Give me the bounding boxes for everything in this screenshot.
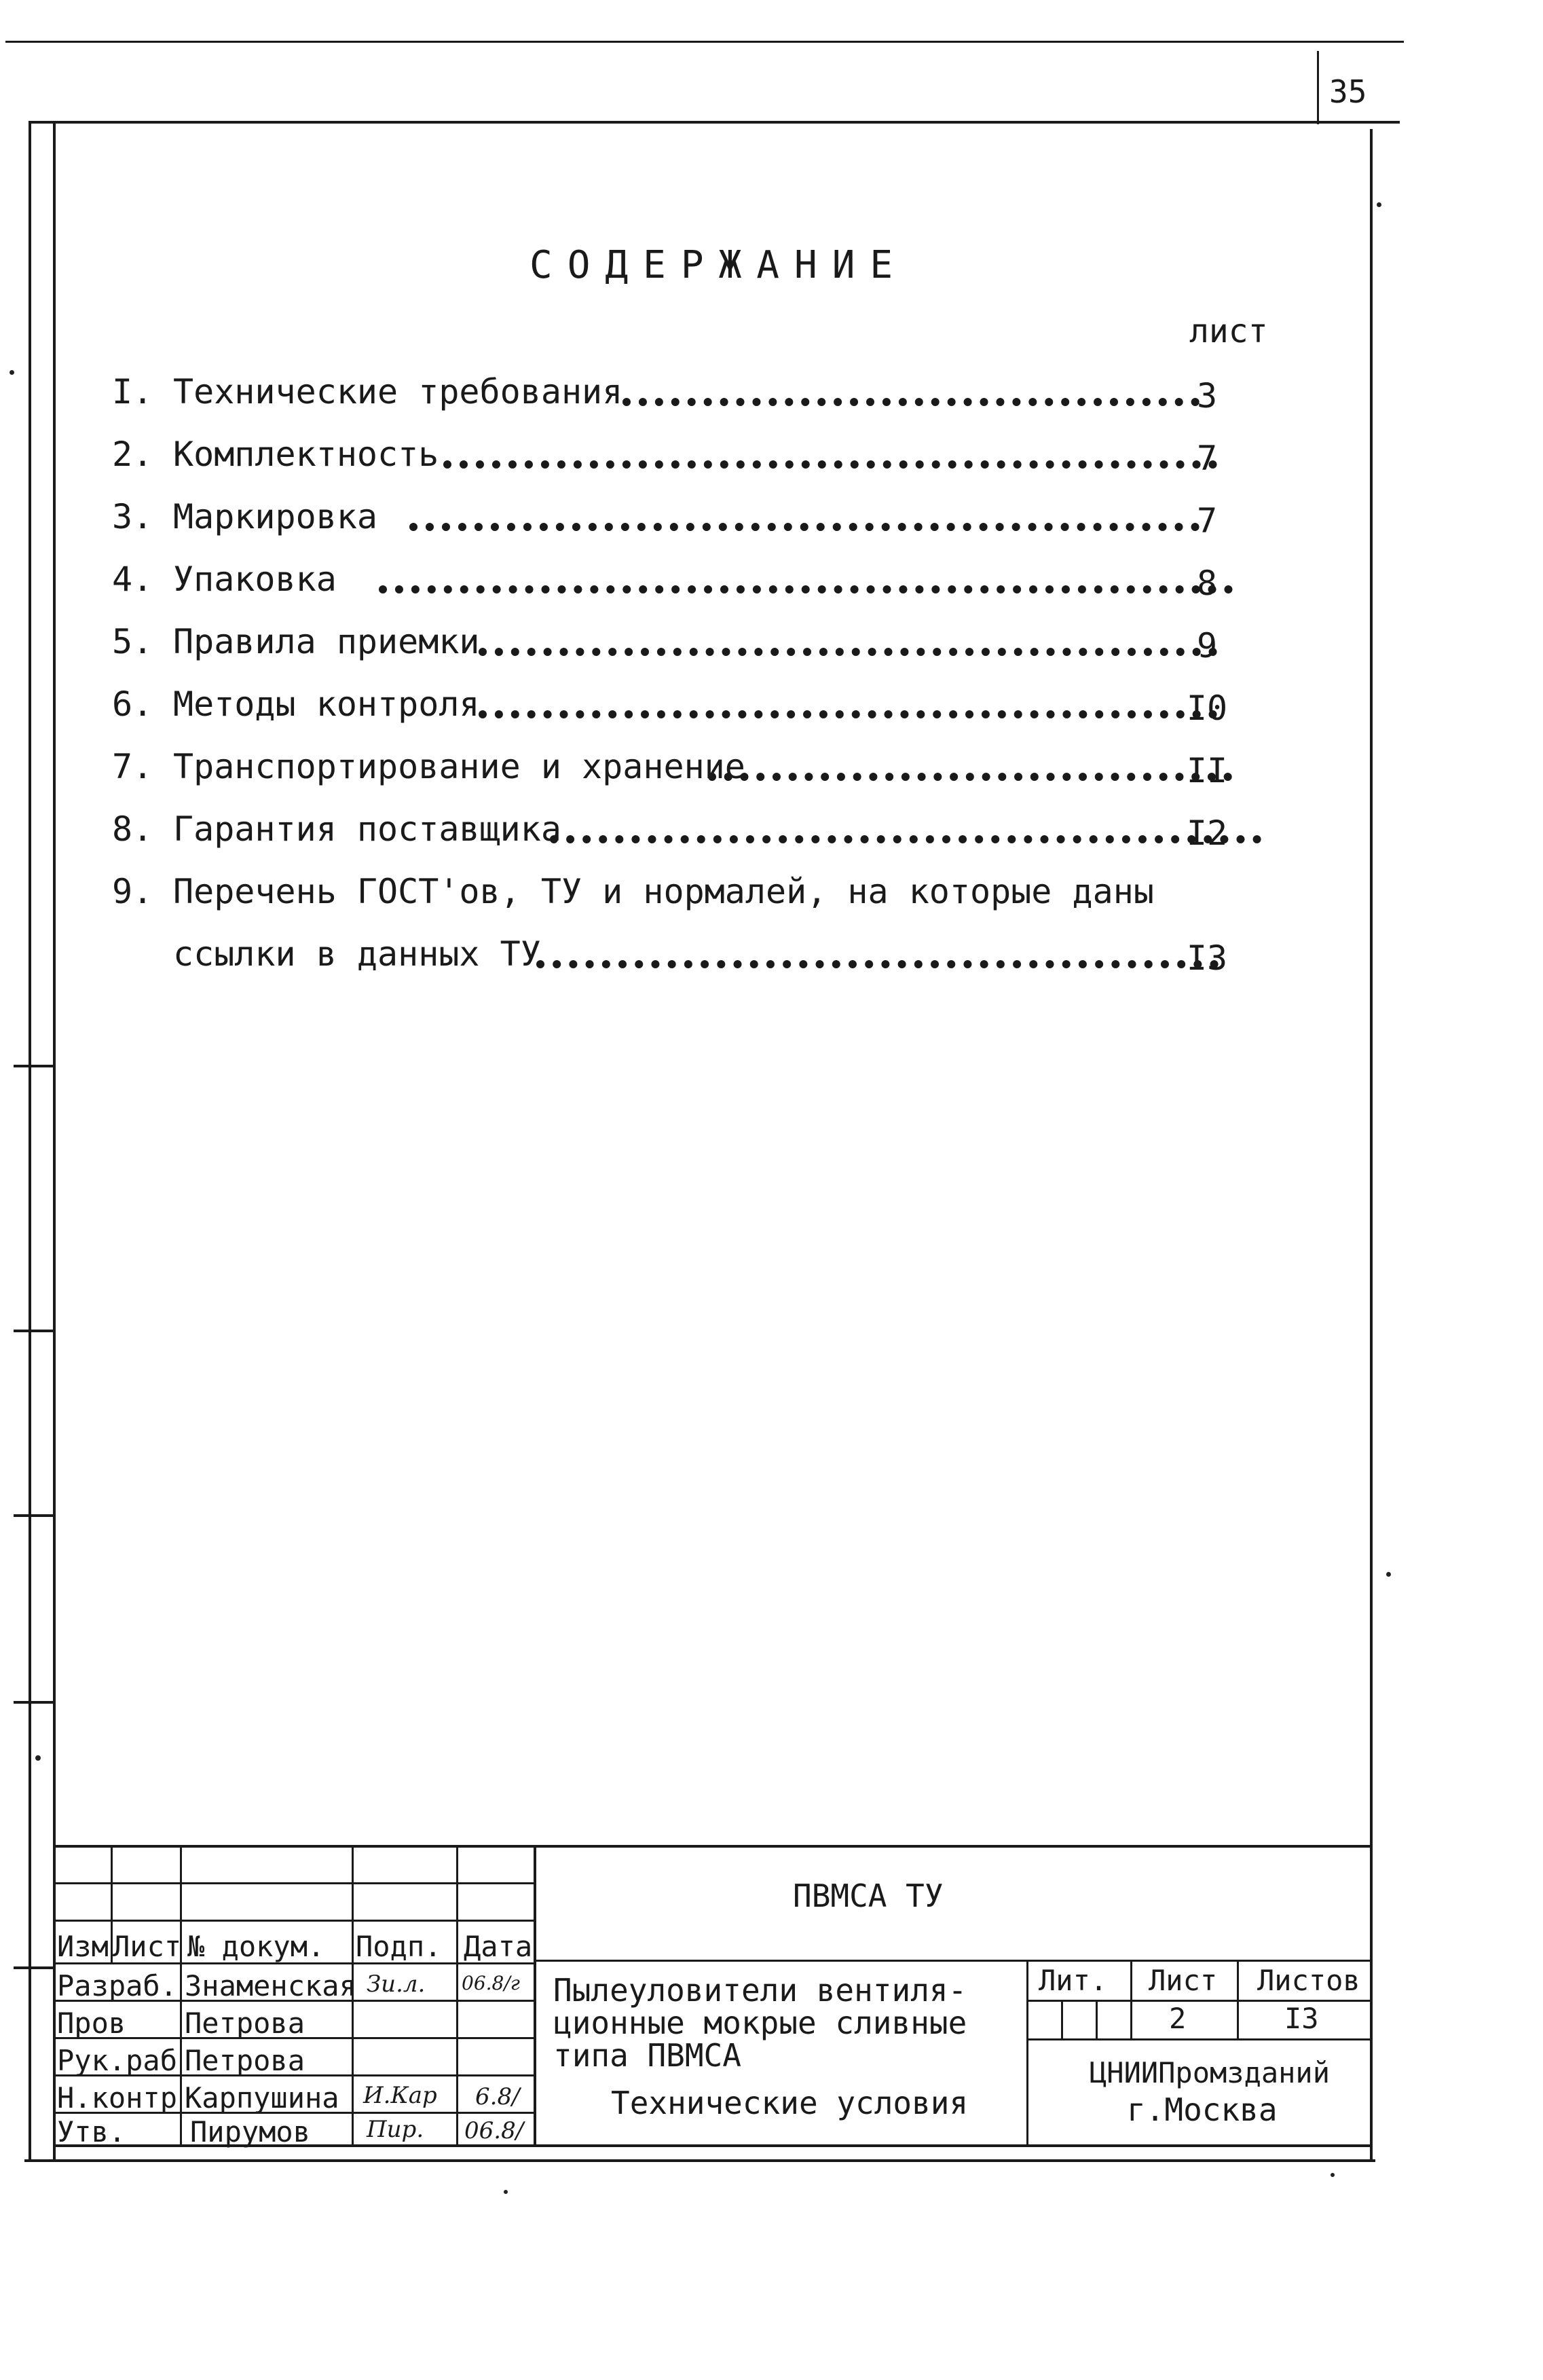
toc-item-label: ссылки в данных ТУ: [173, 934, 541, 974]
signature: И.Кар: [363, 2082, 437, 2109]
sheet-number: 35: [1329, 73, 1367, 110]
person-name: Петрова: [185, 2007, 305, 2040]
toc-item-4: [112, 560, 1293, 608]
sign-date: 06.8/: [464, 2117, 524, 2144]
person-name: Петрова: [185, 2044, 305, 2077]
leader-dots: [708, 759, 1232, 781]
toc-item-page: I0: [1186, 689, 1228, 728]
leader-dots: [479, 697, 1217, 718]
toc-item-label: Упаковка: [173, 560, 337, 599]
header-sign: Подп.: [356, 1930, 442, 1963]
toc-item-label: Перечень ГОСТ'ов, ТУ и нормалей, на которые даны: [173, 872, 1154, 911]
toc-item-page: 7: [1196, 439, 1218, 478]
header-izm: Изм: [57, 1930, 109, 1963]
toc-item-number: 5.: [112, 622, 153, 661]
toc-item-number: 4.: [112, 560, 153, 599]
toc-item-number: 3.: [112, 497, 153, 536]
signature: Пир.: [367, 2116, 424, 2143]
toc-item-7: [112, 747, 1293, 796]
toc-item-page: 9: [1196, 626, 1218, 665]
toc-item-label: Правила приемки: [173, 622, 480, 661]
scan-speck: [1377, 202, 1381, 207]
toc-item-number: 7.: [112, 747, 153, 786]
grid-line: [54, 1920, 534, 1922]
grid-line: [54, 1882, 534, 1884]
grid-line: [1130, 1960, 1132, 2040]
sheets-label: Листов: [1257, 1964, 1360, 1997]
grid-line: [1026, 2038, 1373, 2040]
grid-line: [1026, 2000, 1373, 2002]
sheet-value: 2: [1169, 2002, 1187, 2035]
toc-item-page: 8: [1196, 564, 1218, 603]
leader-dots: [379, 572, 1233, 593]
product-title-line: Пылеуловители вентиля-: [553, 1972, 967, 2009]
grid-line: [1096, 2000, 1098, 2040]
scan-speck: [504, 2190, 508, 2194]
toc-item-5: [112, 622, 1293, 671]
product-title-line: ционные мокрые сливные: [553, 2004, 967, 2041]
toc-item-page: I3: [1186, 938, 1228, 978]
toc-item-page: 3: [1196, 376, 1218, 416]
toc-item-page: I2: [1186, 813, 1228, 853]
title-block-right-line: [1370, 1845, 1373, 2147]
top-edge-line: [5, 41, 1404, 43]
toc-item-9: [112, 872, 1293, 921]
scan-speck: [1386, 1572, 1391, 1577]
frame-top-line: [29, 121, 1400, 124]
toc-item-8: [112, 809, 1293, 858]
organization: ЦНИИПромзданий: [1090, 2056, 1331, 2089]
grid-line: [1026, 1960, 1028, 2147]
title-block-top-line: [54, 1845, 1373, 1848]
sheet-label: Лист: [1149, 1964, 1218, 1997]
toc-item-label: Маркировка: [173, 497, 378, 536]
scan-speck: [35, 1755, 41, 1761]
header-doc-no: № докум.: [187, 1930, 325, 1963]
leader-dots: [409, 509, 1200, 531]
leader-dots: [443, 447, 1217, 469]
toc-item-page: 7: [1196, 501, 1218, 541]
toc-item-2: [112, 435, 1293, 483]
document-code: ПВМСА ТУ: [793, 1878, 944, 1914]
city: г.Москва: [1127, 2091, 1278, 2128]
lit-label: Лит.: [1039, 1964, 1108, 1997]
toc-item-label: Методы контроля: [173, 684, 480, 724]
toc-item-number: 8.: [112, 809, 153, 849]
leader-dots: [550, 822, 1261, 843]
header-list: Лист: [113, 1930, 182, 1963]
grid-line: [534, 1960, 1373, 1962]
page-title: СОДЕРЖАНИЕ: [529, 243, 908, 287]
frame-left-line: [29, 121, 31, 2161]
toc-item-9-continuation: [173, 934, 1293, 983]
grid-line: [180, 1845, 182, 2147]
toc-item-1: [112, 372, 1293, 421]
margin-tick: [14, 1330, 53, 1332]
product-title-line: типа ПВМСА: [553, 2037, 741, 2074]
role-label: Рук.раб: [57, 2044, 178, 2077]
margin-tick: [14, 1701, 53, 1704]
grid-line: [1237, 1960, 1239, 2040]
leader-dots: [479, 634, 1217, 656]
toc-item-label: Транспортирование и хранение: [173, 747, 745, 786]
toc-item-6: [112, 684, 1293, 733]
toc-item-number: I.: [112, 372, 153, 411]
margin-tick: [14, 1966, 53, 1969]
header-date: Дата: [464, 1930, 533, 1963]
toc-item-number: 2.: [112, 435, 153, 474]
toc-item-label: Комплектность: [173, 435, 439, 474]
toc-item-label: Гарантия поставщика: [173, 809, 561, 849]
toc-item-number: 6.: [112, 684, 153, 724]
person-name: Карпушина: [185, 2081, 339, 2114]
toc-item-3: [112, 497, 1293, 546]
document-type: Технические условия: [611, 2085, 969, 2121]
scan-speck: [1331, 2173, 1335, 2177]
role-label: Утв.: [57, 2115, 126, 2148]
scan-speck: [10, 370, 14, 375]
signature: Зи.л.: [367, 1971, 426, 1998]
page-column-header: лист: [1189, 312, 1268, 350]
toc-item-number: 9.: [112, 872, 153, 911]
frame-bottom-line: [24, 2159, 1375, 2162]
toc-item-label: Технические требования: [173, 372, 623, 411]
margin-tick: [14, 1514, 53, 1517]
role-label: Пров: [57, 2007, 126, 2040]
grid-line: [456, 1845, 458, 2147]
sheet-number-box-line: [1317, 51, 1319, 124]
grid-line: [1061, 2000, 1063, 2040]
toc-item-page: II: [1186, 751, 1228, 790]
leader-dots: [622, 384, 1200, 406]
sheets-value: I3: [1284, 2002, 1319, 2035]
role-label: Разраб.: [57, 1969, 178, 2002]
inner-left-line: [53, 121, 56, 2161]
margin-tick: [14, 1065, 53, 1067]
person-name: Знаменская: [185, 1969, 356, 2002]
grid-line: [534, 1845, 536, 2147]
person-name: Пирумов: [190, 2115, 311, 2148]
sign-date: 06.8/г: [462, 1972, 520, 1994]
sign-date: 6.8/: [475, 2083, 520, 2110]
leader-dots: [536, 947, 1219, 968]
role-label: Н.контр: [57, 2081, 178, 2114]
